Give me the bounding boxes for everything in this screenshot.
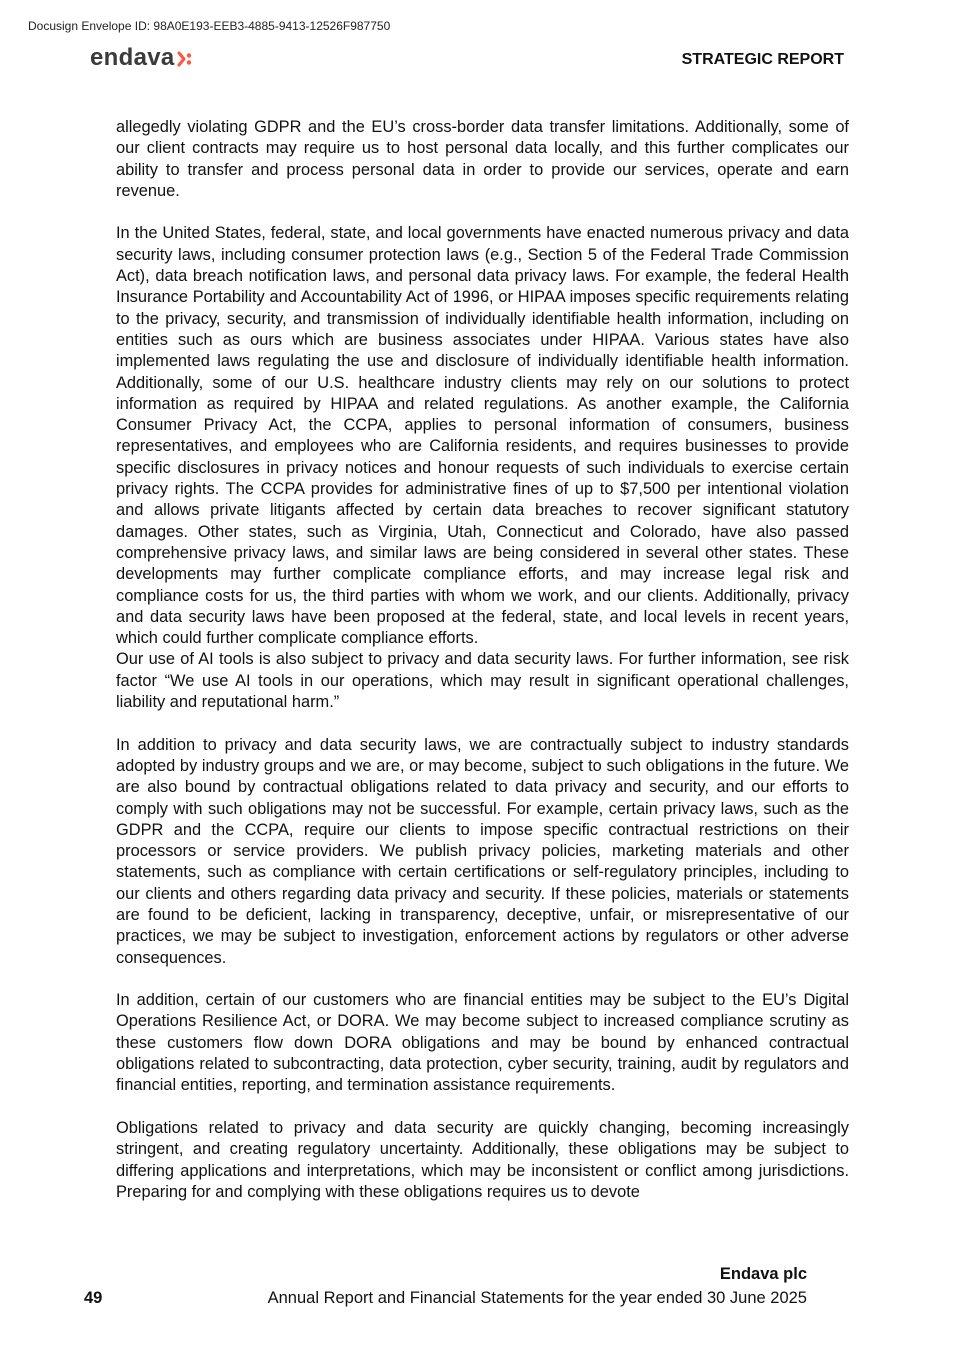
logo-mark-icon (177, 51, 193, 67)
paragraph: Obligations related to privacy and data security are quickly changing, becoming increasingly stringent, and creating regulatory uncertainty. Additionally, these obligations may be subject to differing applications and interpretations, which may be inconsistent or conflict among jurisdictions. Preparing for and complying with these obligations requires us to devote (116, 1118, 849, 1201)
docusign-envelope-id: Docusign Envelope ID: 98A0E193-EEB3-4885-9413-12526F987750 (28, 19, 391, 33)
paragraph: allegedly violating GDPR and the EU’s cross-border data transfer limitations. Additionally, some of our client contracts may require us to host personal data locally, and this further complicates our ability to transfer and process personal data in order to provide our services, operate and earn revenue. (116, 118, 849, 200)
paragraph: In the United States, federal, state, and local governments have enacted numerous privacy and data security laws, including consumer protection laws (e.g., Section 5 of the Federal Trade Commission Act), data breach notification laws, and personal data privacy laws. For example, the federal Health Insurance Portability and Accountability Act of 1996, or HIPAA imposes specific requirements relating to the privacy, security, and transmission of individually identifiable health information, including on entities such as ours which are business associates under HIPAA. Various states have also implemented laws regulating the use and disclosure of individually identifiable health information. Additionally, some of our U.S. healthcare industry clients may rely on our solutions to protect information as required by HIPAA and related regulations. As another example, the California Consumer Privacy Act, the CCPA, applies to personal information of consumers, business representatives, and employees who are California residents, and requires businesses to provide specific disclosures in privacy notices and honour requests of such individuals to exercise certain privacy rights. The CCPA provides for administrative fines of up to $7,500 per intentional violation and allows private litigants affected by certain data breaches to recover significant statutory damages. Other states, such as Virginia, Utah, Connecticut and Colorado, have also passed comprehensive privacy laws, and similar laws are being considered in several other states. These developments may further complicate compliance efforts, and may increase legal risk and compliance costs for us, the third parties with whom we work, and our clients. Additionally, privacy and data security laws have been proposed at the federal, state, and local levels in recent years, which could further complicate compliance efforts. (116, 224, 849, 648)
logo-text: endava (90, 44, 175, 71)
footer-company: Endava plc (719, 1265, 807, 1283)
page-number: 49 (84, 1289, 103, 1307)
body-text (116, 117, 849, 1203)
section-title: STRATEGIC REPORT (681, 51, 844, 68)
paragraph: Our use of AI tools is also subject to privacy and data security laws. For further information, see risk factor “We use AI tools in our operations, which may result in significant operational challenges, liability and reputational harm.” (116, 650, 849, 712)
endava-logo (90, 44, 193, 72)
paragraph: In addition to privacy and data security laws, we are contractually subject to industry standards adopted by industry groups and we are, or may become, subject to such obligations in the future. We are also bound by contractual obligations related to data privacy and security, and our efforts to comply with such obligations may not be successful. For example, certain privacy laws, such as the GDPR and the CCPA, require our clients to impose specific contractual restrictions on their processors or service providers. We publish privacy policies, marketing materials and other statements, such as compliance with certain certifications or self-regulatory principles, including to our clients and others regarding data privacy and security. If these policies, materials or statements are found to be deficient, lacking in transparency, deceptive, unfair, or misrepresentative of our practices, we may be subject to investigation, enforcement actions by regulators or other adverse consequences. (116, 735, 849, 967)
paragraph: In addition, certain of our customers who are financial entities may be subject to the EU’s Digital Operations Resilience Act, or DORA. We may become subject to increased compliance scrutiny as these customers flow down DORA obligations and may be bound by enhanced contractual obligations related to subcontracting, data protection, cyber security, training, audit by regulators and financial entities, reporting, and termination assistance requirements. (116, 991, 849, 1095)
footer-report-title: Annual Report and Financial Statements for the year ended 30 June 2025 (267, 1289, 807, 1307)
